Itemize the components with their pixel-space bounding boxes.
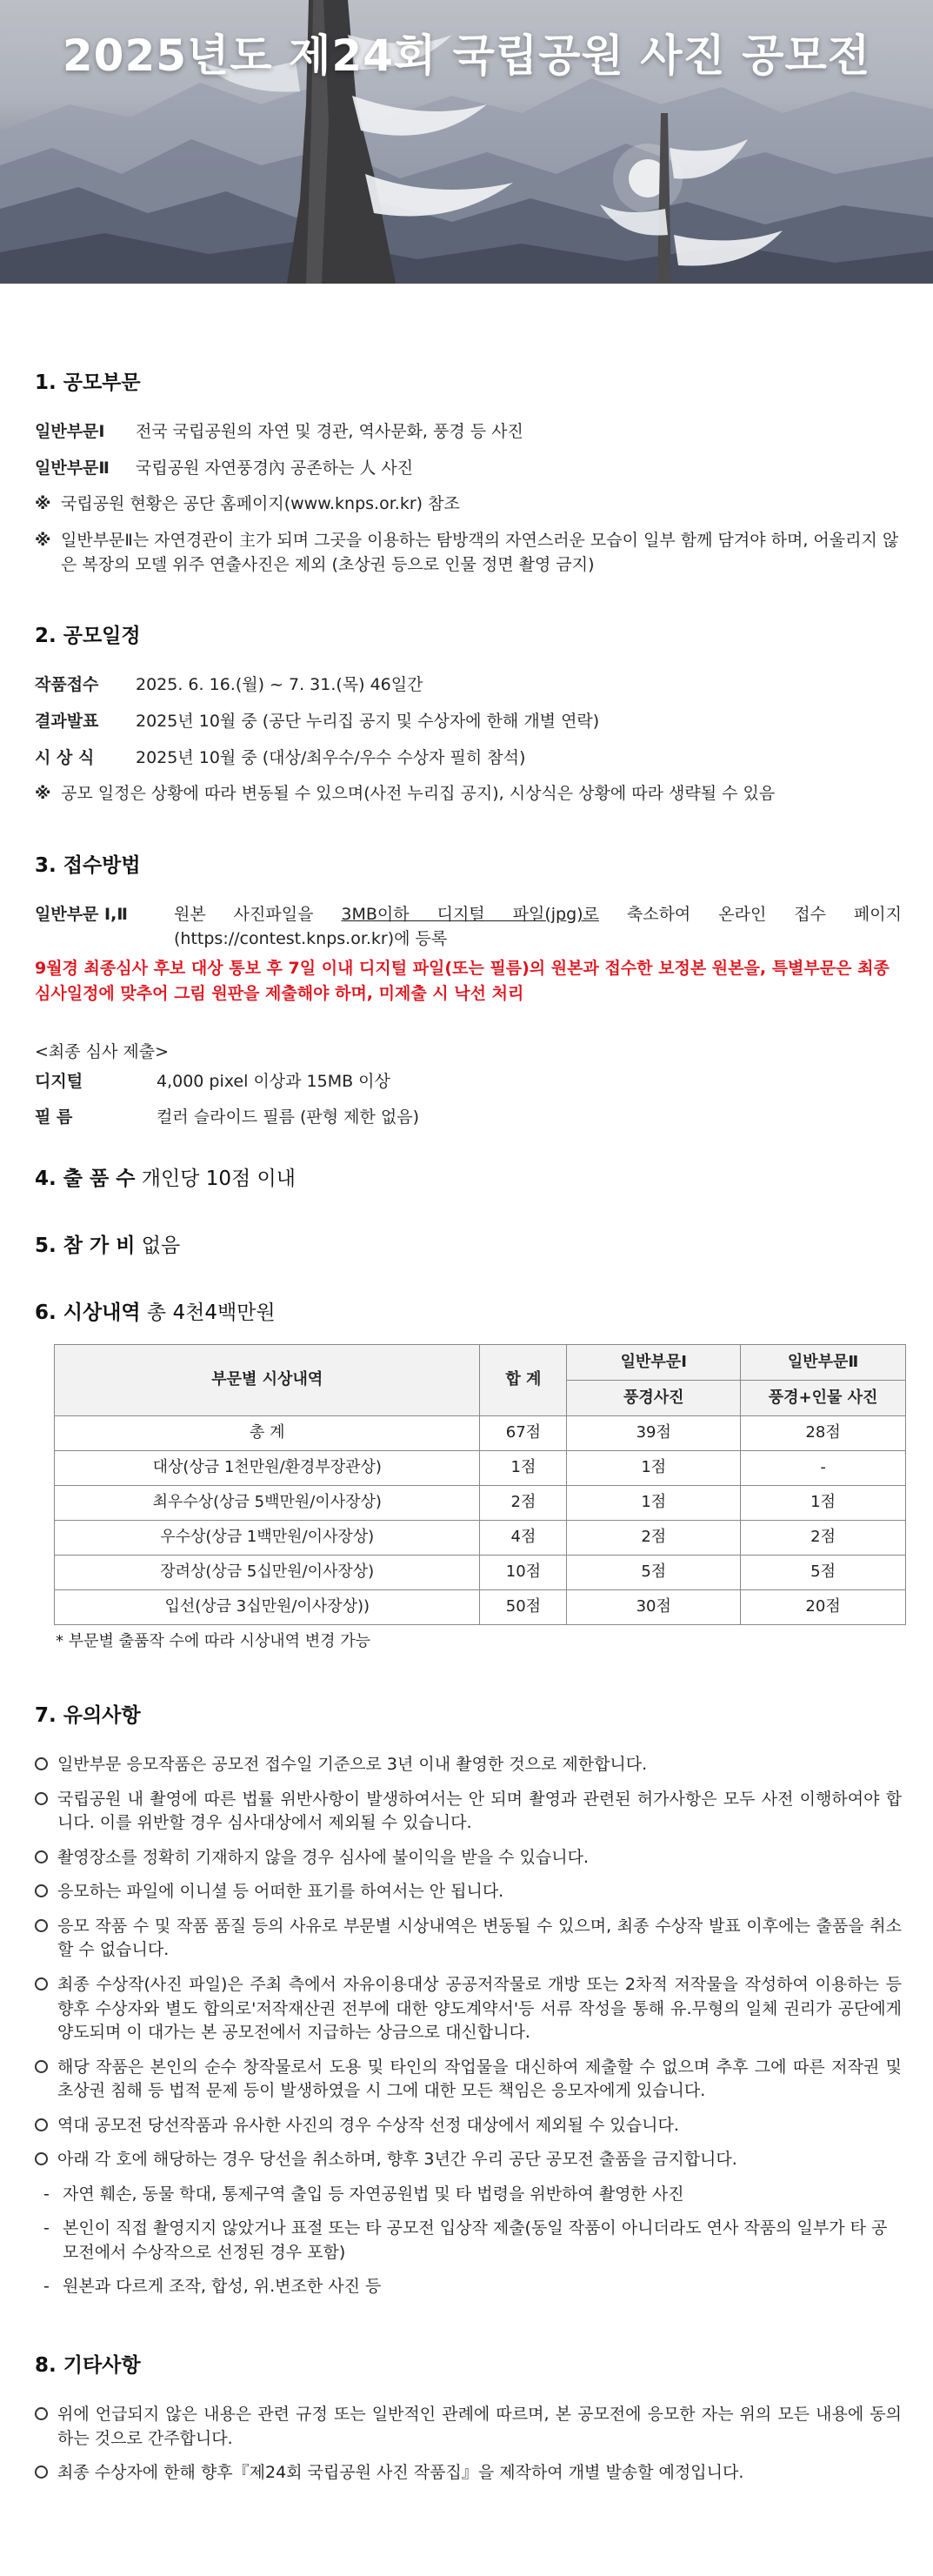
section-submission [35, 852, 902, 1130]
prize-g2-count: - [741, 1450, 906, 1485]
schedule-row [35, 746, 902, 771]
prize-g2-count: 2점 [741, 1520, 906, 1555]
section-title: 7. 유의사항 [35, 1703, 141, 1727]
fee-value: 없음 [135, 1234, 181, 1258]
list-item-text: 일반부문 응모작품은 공모전 접수일 기준으로 3년 이내 촬영한 것으로 제한합니다. [57, 1755, 648, 1775]
prize-total-count: 1점 [480, 1450, 567, 1485]
prize-g1-count: 39점 [567, 1415, 741, 1450]
list-item [35, 1846, 902, 1870]
final-review-value: 4,000 pixel 이상과 15MB 이상 [157, 1071, 390, 1091]
prize-table [54, 1344, 906, 1625]
table-row [55, 1485, 906, 1520]
note-text: 국립공원 현황은 공단 홈페이지(www.knps.or.kr) 참조 [61, 494, 460, 514]
list-item-text: 응모하는 파일에 이니셜 등 어떠한 표기를 하여서는 안 됩니다. [57, 1882, 504, 1902]
page-title: 2025년도 제24회 국립공원 사진 공모전 [62, 30, 871, 81]
section-categories [35, 369, 902, 577]
section-entries [35, 1165, 902, 1194]
circle-bullet-icon [35, 2148, 57, 2165]
prize-total: 총 4천4백만원 [140, 1301, 276, 1325]
section-prizes [35, 1299, 902, 1652]
list-item-text: 해당 작품은 본인의 순수 창작물로서 도용 및 타인의 작업물을 대신하여 제출할 수 없으며 추후 그에 따른 저작권 및 초상권 침해 등 법적 문제 등이 발생하였을 시 그에 대한 모든 책임은 응모자에게 있습니다. [57, 2057, 902, 2101]
final-review-label: 디지털 [35, 1071, 83, 1091]
prize-name: 입선(상금 3십만원/이사장상)) [55, 1589, 480, 1624]
submission-value [174, 903, 902, 951]
section-title: 4. 출 품 수 [35, 1167, 136, 1190]
prize-name: 최우수상(상금 5백만원/이사장상) [55, 1485, 480, 1520]
prize-g1-count: 1점 [567, 1450, 741, 1485]
category-label: 일반부문Ⅰ [35, 422, 105, 442]
table-header: 부문별 시상내역 [55, 1344, 480, 1415]
list-item [35, 1915, 902, 1963]
prize-g2-count: 1점 [741, 1485, 906, 1520]
prize-g2-count: 5점 [741, 1555, 906, 1589]
section-title: 6. 시상내역 [35, 1301, 141, 1325]
list-item-text: 역대 공모전 당선작품과 유사한 사진의 경우 수상작 선정 대상에서 제외될 수 있습니다. [57, 2115, 679, 2135]
entries-limit: 개인당 10점 이내 [135, 1167, 296, 1190]
note-mark: ※ [35, 494, 51, 514]
note-mark: ※ [35, 784, 51, 804]
list-item [35, 1973, 902, 2045]
list-item [35, 2114, 902, 2138]
final-review-row [35, 1070, 902, 1094]
list-item-text: 촬영장소를 정확히 기재하지 않을 경우 심사에 불이익을 받을 수 있습니다. [57, 1847, 590, 1867]
table-header: 일반부문Ⅰ [567, 1344, 741, 1380]
schedule-label: 시 상 식 [35, 747, 95, 767]
section-title: 3. 접수방법 [35, 853, 141, 877]
submission-text: 원본 사진파일을 [174, 904, 342, 924]
schedule-value: 2025년 10월 중 (대상/최우수/우수 수상자 필히 참석) [136, 747, 526, 767]
submission-label: 일반부문 Ⅰ,Ⅱ [35, 904, 128, 924]
schedule-value: 2025. 6. 16.(월) ~ 7. 31.(목) 46일간 [136, 675, 423, 695]
list-item [35, 1880, 902, 1904]
dash-bullet-icon: - [43, 2184, 50, 2204]
sub-list-item-text: 본인이 직접 촬영지지 않았거나 표절 또는 타 공모전 입상작 제출(동일 작품이 아니더라도 연사 작품의 일부가 타 공모전에서 수상작으로 선정된 경우 포함) [63, 2218, 888, 2262]
circle-bullet-icon [35, 1915, 57, 1932]
prize-g1-count: 5점 [567, 1555, 741, 1589]
list-item [35, 2461, 902, 2486]
circle-bullet-icon [35, 1973, 57, 1991]
final-review-value: 컬러 슬라이드 필름 (판형 제한 없음) [157, 1107, 419, 1127]
prize-g1-count: 1점 [567, 1485, 741, 1520]
circle-bullet-icon [35, 1753, 57, 1770]
circle-bullet-icon [35, 1846, 57, 1863]
list-item-text: 위에 언급되지 않은 내용은 관련 규정 또는 일반적인 관례에 따르며, 본 공모전에 응모한 자는 위의 모든 내용에 동의하는 것으로 간주합니다. [57, 2405, 902, 2448]
schedule-label: 결과발표 [35, 711, 99, 731]
circle-bullet-icon [35, 1880, 57, 1897]
schedule-value: 2025년 10월 중 (공단 누리집 공지 및 수상자에 한해 개별 연락) [136, 711, 600, 731]
final-review-heading: <최종 심사 제출> [35, 1042, 170, 1062]
note-item [35, 782, 902, 806]
table-row [55, 1520, 906, 1555]
prize-name: 장려상(상금 5십만원/이사장상) [55, 1555, 480, 1589]
circle-bullet-icon [35, 2114, 57, 2131]
section-misc [35, 2352, 902, 2486]
prize-g2-count: 20점 [741, 1589, 906, 1624]
note-mark: ※ [35, 530, 51, 550]
section-heading [35, 1299, 902, 1328]
note-item [35, 492, 902, 517]
prize-name: 우수상(상금 1백만원/이사장상) [55, 1520, 480, 1555]
final-review-row [35, 1106, 902, 1130]
prize-total-count: 2점 [480, 1485, 567, 1520]
section-title: 8. 기타사항 [35, 2354, 141, 2377]
table-footnote: * 부문별 출품작 수에 따라 시상내역 변경 가능 [56, 1631, 371, 1650]
circle-bullet-icon [35, 1788, 57, 1805]
category-value: 전국 국립공원의 자연 및 경관, 역사문화, 풍경 등 사진 [136, 422, 523, 442]
list-item-text: 최종 수상자에 한해 향후『제24회 국립공원 사진 작품집』을 제작하여 개별 발송할 예정입니다. [57, 2463, 744, 2483]
table-row [55, 1555, 906, 1589]
note-text: 일반부문Ⅱ는 자연경관이 主가 되며 그곳을 이용하는 탐방객의 자연스러운 모습이 일부 함께 담겨야 하며, 어울리지 않은 복장의 모델 위주 연출사진은 제외 (초상권 등으로 인물 정면 촬영 금지) [61, 530, 899, 574]
note-item [35, 529, 902, 577]
table-header: 일반부문Ⅱ [741, 1344, 906, 1380]
submission-row [35, 903, 902, 951]
list-item-text: 최종 수상작(사진 파일)은 주최 측에서 자유이용대상 공공저작물로 개방 또는 2차적 저작물을 작성하여 이용하는 등 향후 수상자와 별도 합의로'저작재산권 전부에 대한 양도계약서'등 서류 작성을 통해 유.무형의 일체 권리가 공단에게 양도되며 이 대가는 본 공모전에서 지급하는 상금으로 대신합니다. [57, 1974, 902, 2043]
note-text: 공모 일정은 상황에 따라 변동될 수 있으며(사전 누리집 공지), 시상식은 상황에 따라 생략될 수 있음 [61, 784, 776, 804]
table-row [55, 1450, 906, 1485]
prize-total-count: 4점 [480, 1520, 567, 1555]
section-precautions [35, 1702, 902, 2299]
prize-name: 총 계 [55, 1415, 480, 1450]
section-title: 5. 참 가 비 [35, 1234, 136, 1258]
category-value: 국립공원 자연풍경內 공존하는 人 사진 [136, 458, 414, 478]
table-row [55, 1589, 906, 1624]
circle-bullet-icon [35, 2403, 57, 2420]
prize-g1-count: 30점 [567, 1589, 741, 1624]
prize-g1-count: 2점 [567, 1520, 741, 1555]
dash-bullet-icon: - [43, 2277, 50, 2297]
category-label: 일반부문Ⅱ [35, 458, 110, 478]
list-item [35, 2148, 902, 2172]
category-row [35, 457, 902, 481]
section-schedule [35, 622, 902, 806]
section-title: 1. 공모부문 [35, 371, 141, 394]
sub-list-item [35, 2217, 902, 2265]
category-row [35, 420, 902, 445]
schedule-row [35, 673, 902, 698]
schedule-label: 작품접수 [35, 675, 99, 695]
list-item-text: 응모 작품 수 및 작품 품질 등의 사유로 부문별 시상내역은 변동될 수 있으며, 최종 수상작 발표 이후에는 출품을 취소할 수 없습니다. [57, 1916, 902, 1960]
sub-list-item-text: 자연 훼손, 동물 학대, 통제구역 출입 등 자연공원법 및 타 법령을 위반하여 촬영한 사진 [63, 2184, 684, 2204]
dash-bullet-icon: - [43, 2218, 50, 2238]
table-row [55, 1415, 906, 1450]
sub-list-item [35, 2183, 902, 2207]
prize-name: 대상(상금 1천만원/환경부장관상) [55, 1450, 480, 1485]
schedule-row [35, 710, 902, 734]
submission-text: 축소하여 온라인 접수 페이지(https://contest.knps.or.kr)에 등록 [174, 904, 902, 948]
prize-g2-count: 28점 [741, 1415, 906, 1450]
main-content [0, 284, 933, 2486]
final-review-notice: 9월경 최종심사 후보 대상 통보 후 7일 이내 디지털 파일(또는 필름)의 원본과 접수한 보정본 원본을, 특별부문은 최종 심사일정에 맞추어 그림 원판을 제출해야 하며, 미제출 시 낙선 처리 [35, 959, 890, 1003]
list-item [35, 1753, 902, 1777]
prize-total-count: 67점 [480, 1415, 567, 1450]
table-header: 풍경+인물 사진 [741, 1380, 906, 1415]
prize-total-count: 50점 [480, 1589, 567, 1624]
section-title: 2. 공모일정 [35, 625, 141, 648]
header-banner [0, 0, 933, 284]
list-item [35, 2056, 902, 2104]
table-header: 합 계 [480, 1344, 567, 1415]
circle-bullet-icon [35, 2056, 57, 2073]
sub-list-item [35, 2275, 902, 2299]
final-review-label: 필 름 [35, 1107, 73, 1127]
prize-total-count: 10점 [480, 1555, 567, 1589]
list-item [35, 2403, 902, 2451]
list-item [35, 1788, 902, 1836]
list-item-text: 국립공원 내 촬영에 따른 법률 위반사항이 발생하여서는 안 되며 촬영과 관련된 허가사항은 모두 사전 이행하여야 합니다. 이를 위반할 경우 심사대상에서 제외될 수 있습니다. [57, 1789, 902, 1833]
list-item-text: 아래 각 호에 해당하는 경우 당선을 취소하며, 향후 3년간 우리 공단 공모전 출품을 금지합니다. [57, 2150, 737, 2170]
table-header: 풍경사진 [567, 1380, 741, 1415]
section-fee [35, 1232, 902, 1261]
sub-list-item-text: 원본과 다르게 조작, 합성, 위.변조한 사진 등 [63, 2277, 382, 2297]
submission-format: 3MB이하 디지털 파일(jpg)로 [341, 904, 599, 924]
circle-bullet-icon [35, 2461, 57, 2479]
